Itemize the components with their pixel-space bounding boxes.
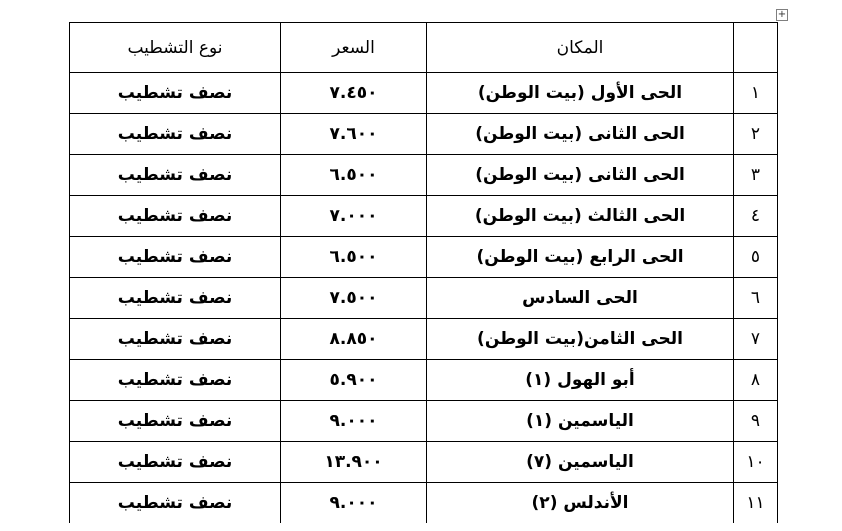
- price-cell: ٥.٩٠٠: [281, 360, 427, 401]
- price-cell: ٨.٨٥٠: [281, 319, 427, 360]
- price-cell: ٩.٠٠٠: [281, 483, 427, 524]
- num-cell: ١: [734, 73, 778, 114]
- num-cell: ٩: [734, 401, 778, 442]
- table-row: [70, 360, 778, 401]
- type-cell: نصف تشطيب: [70, 73, 281, 114]
- num-cell: ٢: [734, 114, 778, 155]
- type-cell: نصف تشطيب: [70, 319, 281, 360]
- table-row: [70, 401, 778, 442]
- price-table: [69, 22, 778, 523]
- num-cell: ٣: [734, 155, 778, 196]
- place-cell: أبو الهول (١): [427, 360, 734, 401]
- num-cell: ٥: [734, 237, 778, 278]
- num-cell: ٦: [734, 278, 778, 319]
- type-cell: نصف تشطيب: [70, 442, 281, 483]
- price-cell: ٦.٥٠٠: [281, 237, 427, 278]
- price-cell: ٧.٤٥٠: [281, 73, 427, 114]
- table-row: [70, 155, 778, 196]
- num-cell: ١١: [734, 483, 778, 524]
- price-cell: ٦.٥٠٠: [281, 155, 427, 196]
- table-row: [70, 114, 778, 155]
- price-cell: ١٣.٩٠٠: [281, 442, 427, 483]
- place-cell: الياسمين (٧): [427, 442, 734, 483]
- place-cell: الحى الثانى (بيت الوطن): [427, 114, 734, 155]
- type-cell: نصف تشطيب: [70, 155, 281, 196]
- type-cell: نصف تشطيب: [70, 360, 281, 401]
- place-cell: الحى الثانى (بيت الوطن): [427, 155, 734, 196]
- table-row: [70, 196, 778, 237]
- place-cell: الحى الأول (بيت الوطن): [427, 73, 734, 114]
- table-row: [70, 237, 778, 278]
- price-cell: ٧.٥٠٠: [281, 278, 427, 319]
- table-body: [70, 73, 778, 524]
- header-price: السعر: [281, 23, 427, 73]
- table-row: [70, 319, 778, 360]
- type-cell: نصف تشطيب: [70, 196, 281, 237]
- header-num: [734, 23, 778, 73]
- price-cell: ٧.٦٠٠: [281, 114, 427, 155]
- table-row: [70, 442, 778, 483]
- table-row: [70, 73, 778, 114]
- type-cell: نصف تشطيب: [70, 278, 281, 319]
- place-cell: الأندلس (٢): [427, 483, 734, 524]
- place-cell: الحى الثالث (بيت الوطن): [427, 196, 734, 237]
- place-cell: الحى الرابع (بيت الوطن): [427, 237, 734, 278]
- table-row: [70, 483, 778, 524]
- place-cell: الياسمين (١): [427, 401, 734, 442]
- type-cell: نصف تشطيب: [70, 237, 281, 278]
- num-cell: ٨: [734, 360, 778, 401]
- price-cell: ٩.٠٠٠: [281, 401, 427, 442]
- table-header-row: [70, 23, 778, 73]
- table-row: [70, 278, 778, 319]
- header-type: نوع التشطيب: [70, 23, 281, 73]
- header-place: المكان: [427, 23, 734, 73]
- table-move-handle-icon[interactable]: +: [777, 9, 787, 20]
- place-cell: الحى السادس: [427, 278, 734, 319]
- price-cell: ٧.٠٠٠: [281, 196, 427, 237]
- num-cell: ١٠: [734, 442, 778, 483]
- type-cell: نصف تشطيب: [70, 401, 281, 442]
- type-cell: نصف تشطيب: [70, 114, 281, 155]
- place-cell: الحى الثامن(بيت الوطن): [427, 319, 734, 360]
- type-cell: نصف تشطيب: [70, 483, 281, 524]
- num-cell: ٤: [734, 196, 778, 237]
- num-cell: ٧: [734, 319, 778, 360]
